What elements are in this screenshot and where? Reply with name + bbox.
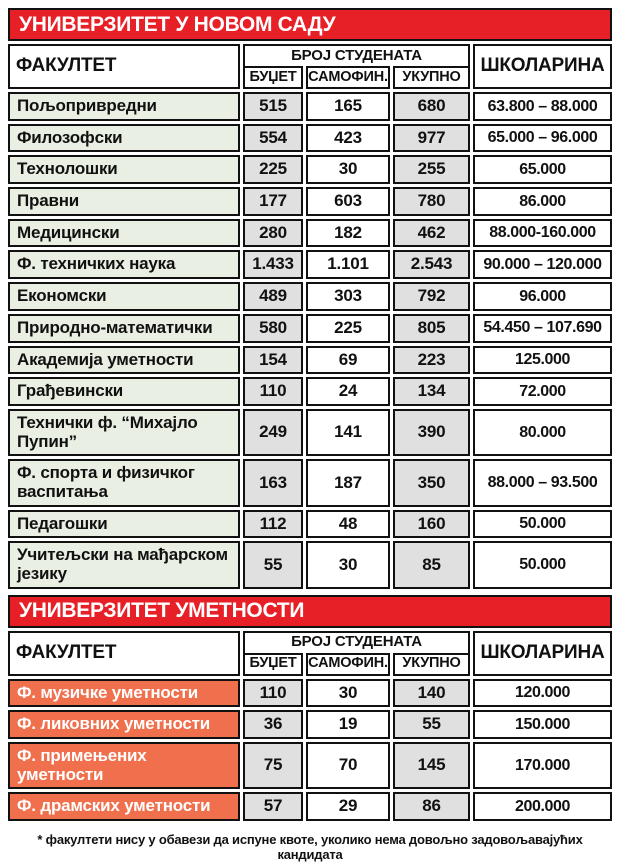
table-header-grid bbox=[8, 44, 612, 89]
faculty-cell: Ф. ликовних уметности bbox=[8, 710, 240, 739]
faculty-cell: Правни bbox=[8, 187, 240, 216]
selffin-cell: 423 bbox=[306, 124, 390, 153]
selffin-cell: 303 bbox=[306, 282, 390, 311]
faculty-cell: Технички ф. “Михајло Пупин” bbox=[8, 409, 240, 456]
selffin-cell: 30 bbox=[306, 679, 390, 708]
selffin-cell: 1.101 bbox=[306, 250, 390, 279]
selffin-cell: 24 bbox=[306, 377, 390, 406]
total-cell: 55 bbox=[393, 710, 470, 739]
tuition-cell: 200.000 bbox=[473, 792, 612, 821]
arts-table-section bbox=[8, 595, 612, 821]
total-cell: 792 bbox=[393, 282, 470, 311]
total-cell: 160 bbox=[393, 510, 470, 539]
tuition-cell: 90.000 – 120.000 bbox=[473, 250, 612, 279]
section-title-banner bbox=[8, 595, 612, 628]
students-group-header: БРОЈ СТУДЕНАТА bbox=[243, 631, 470, 653]
faculty-cell: Ф. примењених уметности bbox=[8, 742, 240, 789]
selffin-cell: 70 bbox=[306, 742, 390, 789]
tuition-cell: 54.450 – 107.690 bbox=[473, 314, 612, 343]
total-cell: 462 bbox=[393, 219, 470, 248]
tuition-cell: 63.800 – 88.000 bbox=[473, 92, 612, 121]
budget-cell: 515 bbox=[243, 92, 303, 121]
tuition-column-header: ШКОЛАРИНА bbox=[473, 631, 612, 676]
tuition-cell: 65.000 bbox=[473, 155, 612, 184]
selffin-cell: 165 bbox=[306, 92, 390, 121]
tuition-cell: 125.000 bbox=[473, 346, 612, 375]
total-cell: 255 bbox=[393, 155, 470, 184]
selffin-cell: 182 bbox=[306, 219, 390, 248]
total-cell: 145 bbox=[393, 742, 470, 789]
total-cell: 85 bbox=[393, 541, 470, 588]
budget-cell: 249 bbox=[243, 409, 303, 456]
students-group-header: БРОЈ СТУДЕНАТА bbox=[243, 44, 470, 66]
faculty-cell: Филозофски bbox=[8, 124, 240, 153]
table-body-grid bbox=[8, 92, 612, 589]
faculty-column-header: ФАКУЛТЕТ bbox=[8, 44, 240, 89]
faculty-cell: Педагошки bbox=[8, 510, 240, 539]
total-cell: 223 bbox=[393, 346, 470, 375]
faculty-cell: Грађевински bbox=[8, 377, 240, 406]
total-cell: 780 bbox=[393, 187, 470, 216]
total-cell: 134 bbox=[393, 377, 470, 406]
budget-cell: 580 bbox=[243, 314, 303, 343]
tuition-cell: 80.000 bbox=[473, 409, 612, 456]
total-cell: 390 bbox=[393, 409, 470, 456]
total-subheader: УКУПНО bbox=[393, 653, 470, 676]
selffin-cell: 29 bbox=[306, 792, 390, 821]
selffin-cell: 48 bbox=[306, 510, 390, 539]
tuition-cell: 50.000 bbox=[473, 541, 612, 588]
table-header-grid bbox=[8, 631, 612, 676]
budget-subheader: БУЏЕТ bbox=[243, 66, 303, 89]
tuition-cell: 65.000 – 96.000 bbox=[473, 124, 612, 153]
total-cell: 977 bbox=[393, 124, 470, 153]
table-body-grid bbox=[8, 679, 612, 821]
tuition-cell: 96.000 bbox=[473, 282, 612, 311]
budget-cell: 57 bbox=[243, 792, 303, 821]
tuition-cell: 72.000 bbox=[473, 377, 612, 406]
selffin-subheader: САМОФИН. bbox=[306, 66, 390, 89]
footnote: * факултети нису у обавези да испуне квоте, уколико нема довољно задовољавајућих кандидата bbox=[37, 832, 583, 862]
total-cell: 350 bbox=[393, 459, 470, 506]
budget-cell: 177 bbox=[243, 187, 303, 216]
faculty-cell: Ф. музичке уметности bbox=[8, 679, 240, 708]
faculty-column-header: ФАКУЛТЕТ bbox=[8, 631, 240, 676]
selffin-cell: 141 bbox=[306, 409, 390, 456]
section-title: УНИВЕРЗИТЕТ У НОВОМ САДУ bbox=[19, 12, 336, 36]
budget-cell: 225 bbox=[243, 155, 303, 184]
tuition-cell: 120.000 bbox=[473, 679, 612, 708]
budget-cell: 154 bbox=[243, 346, 303, 375]
budget-cell: 163 bbox=[243, 459, 303, 506]
selffin-cell: 225 bbox=[306, 314, 390, 343]
tuition-column-header: ШКОЛАРИНА bbox=[473, 44, 612, 89]
tuition-cell: 50.000 bbox=[473, 510, 612, 539]
novi-sad-table-section bbox=[8, 8, 612, 589]
tuition-cell: 170.000 bbox=[473, 742, 612, 789]
budget-cell: 112 bbox=[243, 510, 303, 539]
tuition-cell: 88.000-160.000 bbox=[473, 219, 612, 248]
budget-cell: 55 bbox=[243, 541, 303, 588]
infographic bbox=[8, 8, 612, 862]
section-title: УНИВЕРЗИТЕТ УМЕТНОСТИ bbox=[19, 599, 305, 623]
budget-cell: 1.433 bbox=[243, 250, 303, 279]
total-cell: 86 bbox=[393, 792, 470, 821]
faculty-cell: Академија уметности bbox=[8, 346, 240, 375]
total-cell: 805 bbox=[393, 314, 470, 343]
faculty-cell: Учитељски на мађарском језику bbox=[8, 541, 240, 588]
budget-cell: 110 bbox=[243, 377, 303, 406]
faculty-cell: Технолошки bbox=[8, 155, 240, 184]
total-subheader: УКУПНО bbox=[393, 66, 470, 89]
selffin-cell: 30 bbox=[306, 541, 390, 588]
budget-cell: 280 bbox=[243, 219, 303, 248]
budget-cell: 110 bbox=[243, 679, 303, 708]
selffin-cell: 30 bbox=[306, 155, 390, 184]
selffin-cell: 187 bbox=[306, 459, 390, 506]
total-cell: 2.543 bbox=[393, 250, 470, 279]
budget-subheader: БУЏЕТ bbox=[243, 653, 303, 676]
budget-cell: 554 bbox=[243, 124, 303, 153]
faculty-cell: Пољопривредни bbox=[8, 92, 240, 121]
total-cell: 140 bbox=[393, 679, 470, 708]
selffin-cell: 19 bbox=[306, 710, 390, 739]
faculty-cell: Медицински bbox=[8, 219, 240, 248]
tuition-cell: 86.000 bbox=[473, 187, 612, 216]
selffin-subheader: САМОФИН. bbox=[306, 653, 390, 676]
faculty-cell: Ф. техничких наука bbox=[8, 250, 240, 279]
total-cell: 680 bbox=[393, 92, 470, 121]
faculty-cell: Економски bbox=[8, 282, 240, 311]
section-title-banner bbox=[8, 8, 612, 41]
faculty-cell: Ф. драмских уметности bbox=[8, 792, 240, 821]
faculty-cell: Природно-математички bbox=[8, 314, 240, 343]
budget-cell: 489 bbox=[243, 282, 303, 311]
budget-cell: 75 bbox=[243, 742, 303, 789]
selffin-cell: 69 bbox=[306, 346, 390, 375]
budget-cell: 36 bbox=[243, 710, 303, 739]
faculty-cell: Ф. спорта и физичког васпитања bbox=[8, 459, 240, 506]
selffin-cell: 603 bbox=[306, 187, 390, 216]
tuition-cell: 150.000 bbox=[473, 710, 612, 739]
tuition-cell: 88.000 – 93.500 bbox=[473, 459, 612, 506]
